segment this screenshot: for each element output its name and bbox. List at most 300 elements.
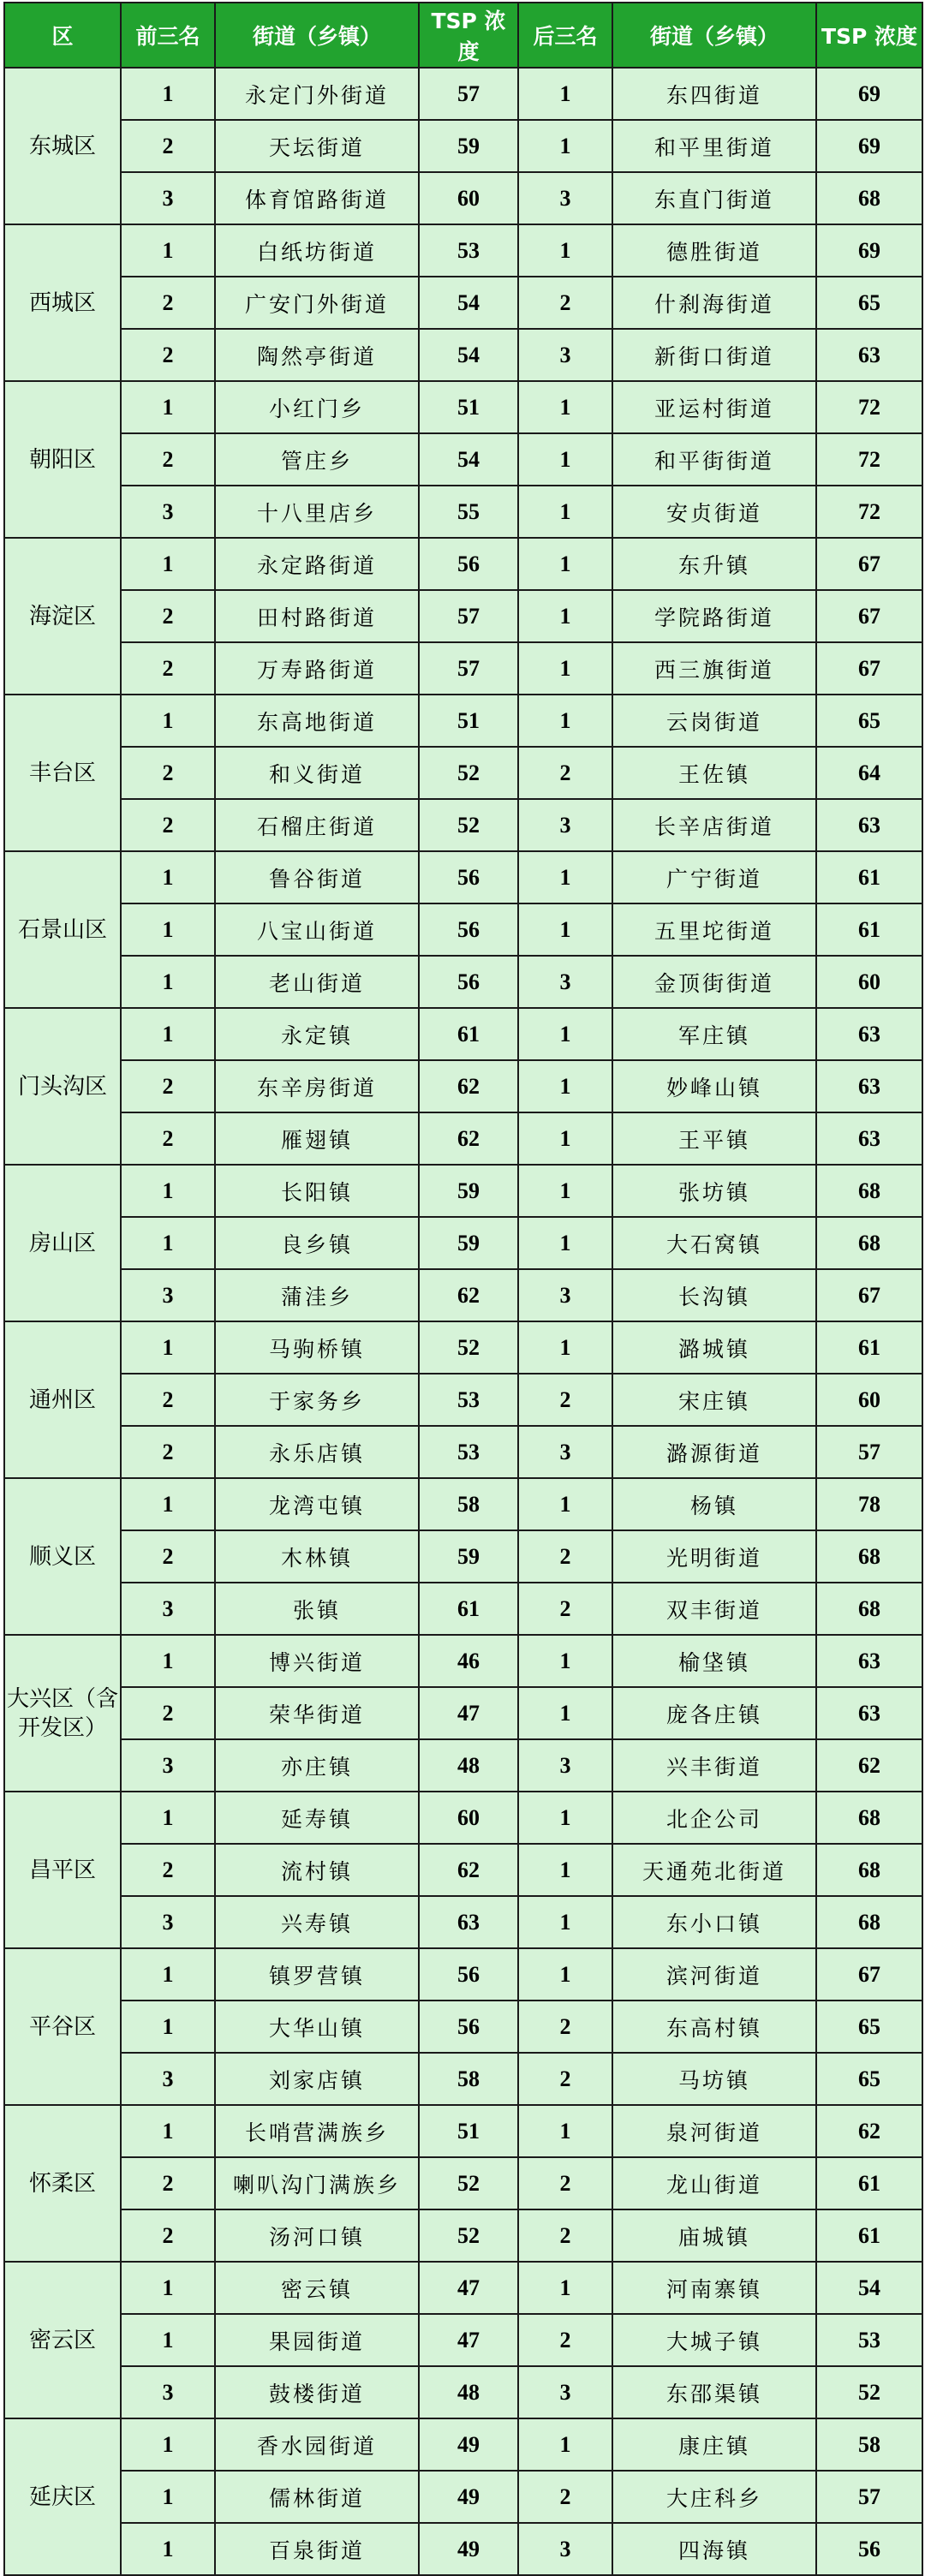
bottom-street-cell: 光明街道 [612, 1530, 816, 1583]
bottom-tsp-cell: 63 [816, 1112, 922, 1165]
bottom-rank-cell: 1 [518, 590, 612, 642]
top-street-cell: 延寿镇 [215, 1792, 419, 1844]
table-row [4, 1060, 922, 1112]
top-tsp-cell: 55 [419, 486, 518, 538]
top-rank-cell: 2 [121, 120, 215, 172]
top-street-cell: 马驹桥镇 [215, 1321, 419, 1374]
bottom-tsp-cell: 63 [816, 1008, 922, 1060]
district-cell: 顺义区 [4, 1478, 121, 1635]
bottom-tsp-cell: 56 [816, 2523, 922, 2575]
bottom-rank-cell: 1 [518, 642, 612, 695]
top-street-cell: 体育馆路街道 [215, 172, 419, 224]
top-tsp-cell: 62 [419, 1844, 518, 1896]
bottom-tsp-cell: 69 [816, 224, 922, 277]
column-header: 街道（乡镇） [612, 3, 816, 68]
top-rank-cell: 1 [121, 956, 215, 1008]
top-rank-cell: 2 [121, 799, 215, 851]
top-rank-cell: 1 [121, 2418, 215, 2471]
bottom-street-cell: 学院路街道 [612, 590, 816, 642]
bottom-rank-cell: 3 [518, 2523, 612, 2575]
top-street-cell: 香水园街道 [215, 2418, 419, 2471]
top-rank-cell: 2 [121, 2209, 215, 2262]
top-tsp-cell: 56 [419, 903, 518, 956]
table-row [4, 433, 922, 486]
top-rank-cell: 1 [121, 2262, 215, 2314]
top-tsp-cell: 56 [419, 1948, 518, 2001]
bottom-rank-cell: 2 [518, 2053, 612, 2105]
bottom-street-cell: 东四街道 [612, 68, 816, 120]
top-street-cell: 鼓楼街道 [215, 2366, 419, 2418]
table-row [4, 1426, 922, 1478]
top-tsp-cell: 47 [419, 1687, 518, 1739]
table-row [4, 172, 922, 224]
top-tsp-cell: 53 [419, 224, 518, 277]
district-cell: 丰台区 [4, 695, 121, 851]
top-tsp-cell: 47 [419, 2262, 518, 2314]
district-cell: 通州区 [4, 1321, 121, 1478]
top-rank-cell: 1 [121, 695, 215, 747]
top-street-cell: 十八里店乡 [215, 486, 419, 538]
bottom-rank-cell: 2 [518, 1374, 612, 1426]
top-rank-cell: 2 [121, 1687, 215, 1739]
top-street-cell: 蒲洼乡 [215, 1269, 419, 1321]
bottom-street-cell: 大石窝镇 [612, 1217, 816, 1269]
bottom-rank-cell: 2 [518, 1583, 612, 1635]
table-row [4, 1217, 922, 1269]
bottom-tsp-cell: 61 [816, 2209, 922, 2262]
table-row [4, 2471, 922, 2523]
bottom-tsp-cell: 67 [816, 1948, 922, 2001]
bottom-tsp-cell: 68 [816, 1217, 922, 1269]
bottom-rank-cell: 1 [518, 903, 612, 956]
table-row [4, 68, 922, 120]
table-row [4, 1583, 922, 1635]
bottom-rank-cell: 3 [518, 956, 612, 1008]
top-rank-cell: 2 [121, 1374, 215, 1426]
top-street-cell: 百泉街道 [215, 2523, 419, 2575]
bottom-rank-cell: 1 [518, 1792, 612, 1844]
header-row [4, 3, 922, 68]
top-street-cell: 石榴庄街道 [215, 799, 419, 851]
top-tsp-cell: 62 [419, 1269, 518, 1321]
bottom-street-cell: 妙峰山镇 [612, 1060, 816, 1112]
top-street-cell: 刘家店镇 [215, 2053, 419, 2105]
district-cell: 西城区 [4, 224, 121, 381]
table-row [4, 2523, 922, 2575]
bottom-street-cell: 长沟镇 [612, 1269, 816, 1321]
top-tsp-cell: 56 [419, 2001, 518, 2053]
bottom-tsp-cell: 72 [816, 486, 922, 538]
bottom-tsp-cell: 67 [816, 1269, 922, 1321]
bottom-tsp-cell: 67 [816, 642, 922, 695]
top-street-cell: 和义街道 [215, 747, 419, 799]
top-street-cell: 万寿路街道 [215, 642, 419, 695]
table-row [4, 381, 922, 433]
bottom-rank-cell: 1 [518, 381, 612, 433]
top-tsp-cell: 63 [419, 1896, 518, 1948]
bottom-street-cell: 北企公司 [612, 1792, 816, 1844]
table-row [4, 2053, 922, 2105]
top-rank-cell: 1 [121, 1165, 215, 1217]
district-cell: 密云区 [4, 2262, 121, 2418]
bottom-rank-cell: 1 [518, 1844, 612, 1896]
top-tsp-cell: 51 [419, 2105, 518, 2157]
bottom-tsp-cell: 65 [816, 277, 922, 329]
top-street-cell: 白纸坊街道 [215, 224, 419, 277]
top-rank-cell: 1 [121, 224, 215, 277]
top-rank-cell: 1 [121, 1478, 215, 1530]
bottom-street-cell: 什刹海街道 [612, 277, 816, 329]
bottom-street-cell: 五里坨街道 [612, 903, 816, 956]
bottom-tsp-cell: 61 [816, 903, 922, 956]
top-rank-cell: 3 [121, 1739, 215, 1792]
bottom-street-cell: 大庄科乡 [612, 2471, 816, 2523]
top-tsp-cell: 57 [419, 68, 518, 120]
table-row [4, 329, 922, 381]
bottom-street-cell: 东邵渠镇 [612, 2366, 816, 2418]
top-rank-cell: 3 [121, 2053, 215, 2105]
table-row [4, 695, 922, 747]
top-rank-cell: 2 [121, 1844, 215, 1896]
top-rank-cell: 1 [121, 2471, 215, 2523]
top-street-cell: 镇罗营镇 [215, 1948, 419, 2001]
bottom-rank-cell: 1 [518, 1321, 612, 1374]
district-cell: 怀柔区 [4, 2105, 121, 2262]
table-row [4, 2314, 922, 2366]
top-rank-cell: 1 [121, 68, 215, 120]
top-street-cell: 密云镇 [215, 2262, 419, 2314]
bottom-street-cell: 广宁街道 [612, 851, 816, 903]
top-tsp-cell: 51 [419, 381, 518, 433]
top-street-cell: 东高地街道 [215, 695, 419, 747]
bottom-tsp-cell: 52 [816, 2366, 922, 2418]
top-street-cell: 鲁谷街道 [215, 851, 419, 903]
bottom-rank-cell: 1 [518, 1635, 612, 1687]
top-tsp-cell: 59 [419, 1217, 518, 1269]
bottom-tsp-cell: 63 [816, 799, 922, 851]
bottom-rank-cell: 2 [518, 2471, 612, 2523]
bottom-rank-cell: 1 [518, 2105, 612, 2157]
bottom-rank-cell: 1 [518, 1948, 612, 2001]
top-rank-cell: 1 [121, 538, 215, 590]
district-cell: 房山区 [4, 1165, 121, 1321]
bottom-rank-cell: 2 [518, 2209, 612, 2262]
top-street-cell: 亦庄镇 [215, 1739, 419, 1792]
table-row [4, 1374, 922, 1426]
district-cell: 东城区 [4, 68, 121, 224]
bottom-rank-cell: 2 [518, 277, 612, 329]
bottom-tsp-cell: 65 [816, 2053, 922, 2105]
table-row [4, 1948, 922, 2001]
bottom-tsp-cell: 78 [816, 1478, 922, 1530]
bottom-rank-cell: 2 [518, 747, 612, 799]
top-street-cell: 良乡镇 [215, 1217, 419, 1269]
bottom-street-cell: 张坊镇 [612, 1165, 816, 1217]
top-tsp-cell: 52 [419, 1321, 518, 1374]
bottom-street-cell: 长辛店街道 [612, 799, 816, 851]
top-tsp-cell: 54 [419, 433, 518, 486]
top-street-cell: 汤河口镇 [215, 2209, 419, 2262]
bottom-tsp-cell: 69 [816, 120, 922, 172]
bottom-tsp-cell: 64 [816, 747, 922, 799]
bottom-street-cell: 新街口街道 [612, 329, 816, 381]
district-cell: 石景山区 [4, 851, 121, 1008]
column-header: 街道（乡镇） [215, 3, 419, 68]
bottom-rank-cell: 1 [518, 1687, 612, 1739]
bottom-street-cell: 庙城镇 [612, 2209, 816, 2262]
table-row [4, 486, 922, 538]
top-tsp-cell: 59 [419, 1530, 518, 1583]
bottom-rank-cell: 2 [518, 2001, 612, 2053]
bottom-street-cell: 四海镇 [612, 2523, 816, 2575]
bottom-rank-cell: 2 [518, 2314, 612, 2366]
top-rank-cell: 1 [121, 381, 215, 433]
bottom-street-cell: 东小口镇 [612, 1896, 816, 1948]
bottom-street-cell: 天通苑北街道 [612, 1844, 816, 1896]
bottom-street-cell: 兴丰街道 [612, 1739, 816, 1792]
top-tsp-cell: 59 [419, 1165, 518, 1217]
bottom-rank-cell: 1 [518, 1217, 612, 1269]
column-header: TSP 浓度 [816, 3, 922, 68]
bottom-street-cell: 庞各庄镇 [612, 1687, 816, 1739]
table-row [4, 2105, 922, 2157]
top-street-cell: 广安门外街道 [215, 277, 419, 329]
top-rank-cell: 3 [121, 1896, 215, 1948]
bottom-tsp-cell: 62 [816, 1739, 922, 1792]
bottom-tsp-cell: 63 [816, 1635, 922, 1687]
bottom-rank-cell: 1 [518, 224, 612, 277]
top-tsp-cell: 61 [419, 1583, 518, 1635]
column-header: 前三名 [121, 3, 215, 68]
top-rank-cell: 1 [121, 1321, 215, 1374]
table-row [4, 799, 922, 851]
bottom-rank-cell: 3 [518, 1739, 612, 1792]
bottom-tsp-cell: 68 [816, 1896, 922, 1948]
bottom-street-cell: 王佐镇 [612, 747, 816, 799]
top-tsp-cell: 53 [419, 1426, 518, 1478]
top-tsp-cell: 46 [419, 1635, 518, 1687]
top-rank-cell: 2 [121, 1530, 215, 1583]
bottom-street-cell: 金顶街街道 [612, 956, 816, 1008]
top-rank-cell: 1 [121, 2105, 215, 2157]
top-tsp-cell: 60 [419, 1792, 518, 1844]
bottom-tsp-cell: 57 [816, 2471, 922, 2523]
top-tsp-cell: 57 [419, 590, 518, 642]
bottom-tsp-cell: 68 [816, 1792, 922, 1844]
bottom-street-cell: 滨河街道 [612, 1948, 816, 2001]
top-tsp-cell: 52 [419, 2157, 518, 2209]
table-row [4, 2366, 922, 2418]
top-tsp-cell: 60 [419, 172, 518, 224]
bottom-rank-cell: 1 [518, 1008, 612, 1060]
top-street-cell: 大华山镇 [215, 2001, 419, 2053]
bottom-tsp-cell: 53 [816, 2314, 922, 2366]
bottom-rank-cell: 1 [518, 2262, 612, 2314]
table-row [4, 538, 922, 590]
bottom-rank-cell: 1 [518, 1896, 612, 1948]
top-street-cell: 张镇 [215, 1583, 419, 1635]
top-rank-cell: 1 [121, 903, 215, 956]
bottom-rank-cell: 1 [518, 695, 612, 747]
top-tsp-cell: 52 [419, 2209, 518, 2262]
bottom-street-cell: 泉河街道 [612, 2105, 816, 2157]
bottom-tsp-cell: 72 [816, 433, 922, 486]
table-row [4, 1635, 922, 1687]
bottom-rank-cell: 3 [518, 1426, 612, 1478]
bottom-rank-cell: 1 [518, 433, 612, 486]
district-cell: 平谷区 [4, 1948, 121, 2105]
top-tsp-cell: 56 [419, 538, 518, 590]
bottom-tsp-cell: 72 [816, 381, 922, 433]
top-street-cell: 雁翅镇 [215, 1112, 419, 1165]
bottom-street-cell: 榆垡镇 [612, 1635, 816, 1687]
bottom-street-cell: 和平街街道 [612, 433, 816, 486]
top-street-cell: 兴寿镇 [215, 1896, 419, 1948]
top-rank-cell: 3 [121, 2366, 215, 2418]
bottom-street-cell: 马坊镇 [612, 2053, 816, 2105]
bottom-tsp-cell: 61 [816, 851, 922, 903]
top-tsp-cell: 48 [419, 2366, 518, 2418]
bottom-street-cell: 亚运村街道 [612, 381, 816, 433]
table-row [4, 1165, 922, 1217]
bottom-street-cell: 和平里街道 [612, 120, 816, 172]
top-rank-cell: 2 [121, 1112, 215, 1165]
bottom-rank-cell: 3 [518, 799, 612, 851]
table-row [4, 2418, 922, 2471]
tsp-ranking-table [3, 2, 923, 2576]
top-rank-cell: 2 [121, 329, 215, 381]
bottom-rank-cell: 1 [518, 2418, 612, 2471]
bottom-rank-cell: 3 [518, 1269, 612, 1321]
bottom-street-cell: 宋庄镇 [612, 1374, 816, 1426]
bottom-rank-cell: 2 [518, 1530, 612, 1583]
top-street-cell: 儒林街道 [215, 2471, 419, 2523]
top-tsp-cell: 52 [419, 799, 518, 851]
top-tsp-cell: 59 [419, 120, 518, 172]
top-street-cell: 小红门乡 [215, 381, 419, 433]
top-street-cell: 长哨营满族乡 [215, 2105, 419, 2157]
top-tsp-cell: 53 [419, 1374, 518, 1426]
table-row [4, 224, 922, 277]
bottom-street-cell: 康庄镇 [612, 2418, 816, 2471]
bottom-tsp-cell: 60 [816, 1374, 922, 1426]
top-rank-cell: 1 [121, 1635, 215, 1687]
top-rank-cell: 1 [121, 1792, 215, 1844]
table-row [4, 1530, 922, 1583]
bottom-tsp-cell: 65 [816, 2001, 922, 2053]
table-row [4, 1739, 922, 1792]
table-row [4, 1008, 922, 1060]
bottom-tsp-cell: 68 [816, 1530, 922, 1583]
bottom-tsp-cell: 60 [816, 956, 922, 1008]
top-tsp-cell: 56 [419, 956, 518, 1008]
top-street-cell: 天坛街道 [215, 120, 419, 172]
bottom-tsp-cell: 65 [816, 695, 922, 747]
top-street-cell: 博兴街道 [215, 1635, 419, 1687]
bottom-rank-cell: 1 [518, 486, 612, 538]
top-rank-cell: 2 [121, 2157, 215, 2209]
bottom-street-cell: 东直门街道 [612, 172, 816, 224]
bottom-rank-cell: 1 [518, 120, 612, 172]
bottom-tsp-cell: 62 [816, 2105, 922, 2157]
top-street-cell: 陶然亭街道 [215, 329, 419, 381]
top-rank-cell: 3 [121, 1583, 215, 1635]
bottom-street-cell: 潞城镇 [612, 1321, 816, 1374]
top-rank-cell: 1 [121, 2523, 215, 2575]
bottom-tsp-cell: 63 [816, 329, 922, 381]
table-row [4, 277, 922, 329]
bottom-tsp-cell: 61 [816, 1321, 922, 1374]
bottom-street-cell: 军庄镇 [612, 1008, 816, 1060]
column-header: 区 [4, 3, 121, 68]
top-street-cell: 木林镇 [215, 1530, 419, 1583]
bottom-tsp-cell: 58 [816, 2418, 922, 2471]
bottom-street-cell: 大城子镇 [612, 2314, 816, 2366]
bottom-rank-cell: 1 [518, 68, 612, 120]
top-rank-cell: 2 [121, 642, 215, 695]
top-tsp-cell: 49 [419, 2418, 518, 2471]
table-body [4, 68, 922, 2575]
top-rank-cell: 1 [121, 1217, 215, 1269]
top-tsp-cell: 62 [419, 1060, 518, 1112]
table-row [4, 2001, 922, 2053]
top-street-cell: 管庄乡 [215, 433, 419, 486]
table-row [4, 1269, 922, 1321]
top-tsp-cell: 52 [419, 747, 518, 799]
bottom-tsp-cell: 67 [816, 538, 922, 590]
district-cell: 门头沟区 [4, 1008, 121, 1165]
bottom-tsp-cell: 67 [816, 590, 922, 642]
top-rank-cell: 1 [121, 851, 215, 903]
table-row [4, 903, 922, 956]
bottom-rank-cell: 1 [518, 538, 612, 590]
table-row [4, 1896, 922, 1948]
top-rank-cell: 1 [121, 2001, 215, 2053]
bottom-rank-cell: 3 [518, 2366, 612, 2418]
top-rank-cell: 2 [121, 1426, 215, 1478]
bottom-tsp-cell: 57 [816, 1426, 922, 1478]
column-header: 后三名 [518, 3, 612, 68]
top-tsp-cell: 49 [419, 2471, 518, 2523]
bottom-tsp-cell: 68 [816, 1844, 922, 1896]
bottom-rank-cell: 3 [518, 329, 612, 381]
bottom-tsp-cell: 63 [816, 1687, 922, 1739]
top-tsp-cell: 56 [419, 851, 518, 903]
top-street-cell: 永定门外街道 [215, 68, 419, 120]
top-street-cell: 荣华街道 [215, 1687, 419, 1739]
top-rank-cell: 2 [121, 433, 215, 486]
top-tsp-cell: 54 [419, 277, 518, 329]
top-rank-cell: 2 [121, 590, 215, 642]
bottom-rank-cell: 1 [518, 1060, 612, 1112]
bottom-street-cell: 王平镇 [612, 1112, 816, 1165]
table-row [4, 1321, 922, 1374]
top-rank-cell: 1 [121, 1008, 215, 1060]
table-row [4, 2157, 922, 2209]
table-row [4, 1792, 922, 1844]
table-row [4, 2262, 922, 2314]
top-tsp-cell: 49 [419, 2523, 518, 2575]
table-row [4, 1687, 922, 1739]
top-rank-cell: 2 [121, 1060, 215, 1112]
bottom-street-cell: 河南寨镇 [612, 2262, 816, 2314]
bottom-street-cell: 云岗街道 [612, 695, 816, 747]
table-row [4, 1478, 922, 1530]
table-row [4, 2209, 922, 2262]
top-rank-cell: 2 [121, 277, 215, 329]
table-row [4, 590, 922, 642]
bottom-rank-cell: 2 [518, 2157, 612, 2209]
